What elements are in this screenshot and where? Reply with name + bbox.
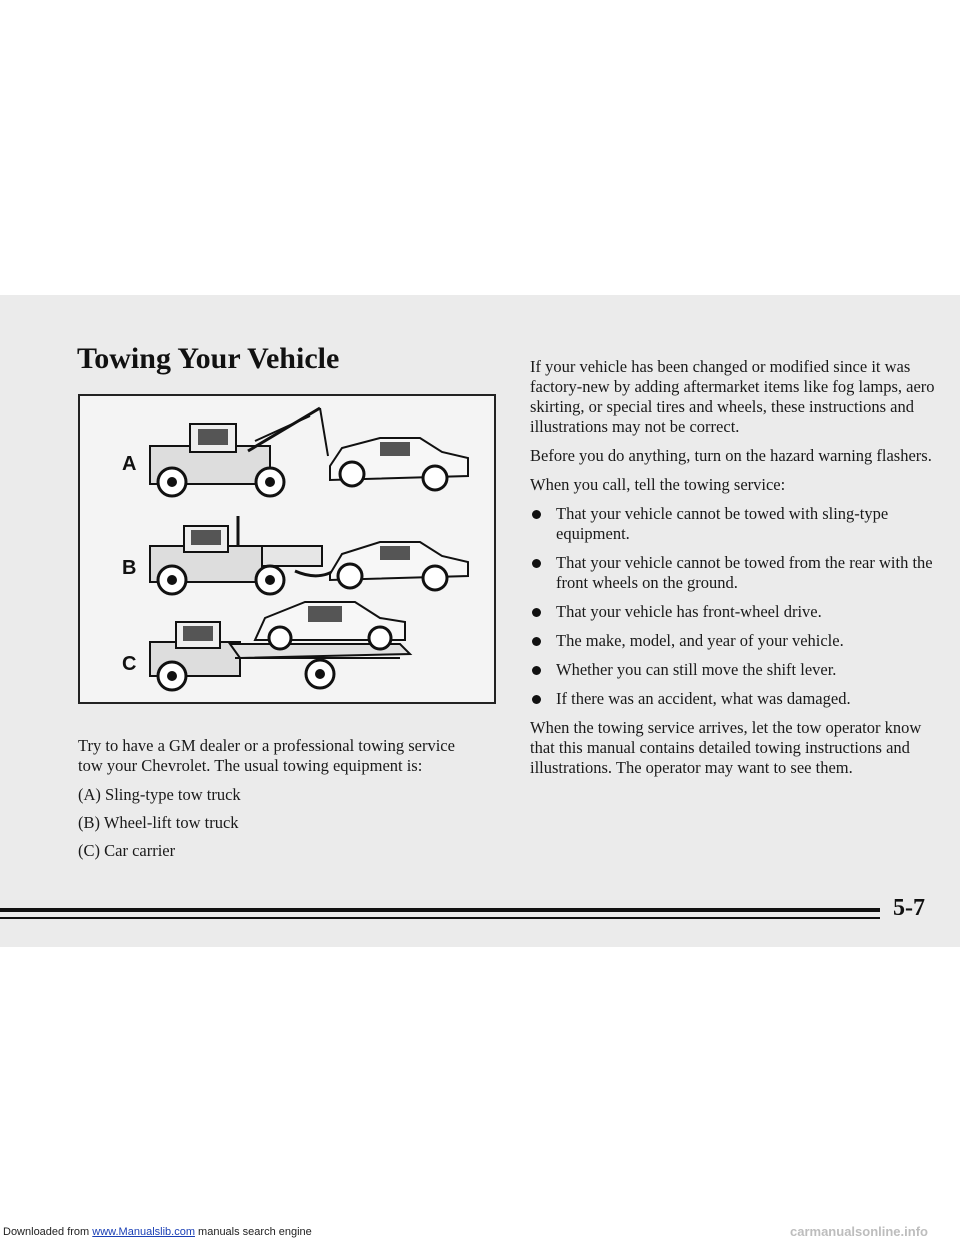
bullet-icon <box>532 559 541 568</box>
figure-label-c: C <box>122 653 137 675</box>
bullet-icon <box>532 666 541 675</box>
list-item: Whether you can still move the shift lever. <box>530 660 950 680</box>
towing-service-list <box>530 504 950 709</box>
intro-paragraph: Try to have a GM dealer or a professional towing service tow your Chevrolet. The usual towing equipment is: <box>78 736 455 775</box>
list-item: That your vehicle cannot be towed with sling-type equipment. <box>530 504 950 544</box>
figure-label-a: A <box>122 453 137 475</box>
list-item: If there was an accident, what was damaged. <box>530 689 950 709</box>
left-column <box>78 736 458 869</box>
hazard-paragraph: Before you do anything, turn on the hazard warning flashers. <box>530 446 932 465</box>
figure-label-b: B <box>122 557 137 579</box>
wheel-lift-tow-truck-drawing <box>150 516 468 594</box>
right-column <box>530 357 950 787</box>
sling-type-tow-truck-drawing <box>150 408 468 496</box>
modified-vehicle-paragraph: If your vehicle has been changed or modified since it was factory-new by adding aftermarket items like fog lamps, aero skirting, or special tires and wheels, these instructions and illustrations may not be correct. <box>530 357 935 436</box>
call-paragraph: When you call, tell the towing service: <box>530 475 786 494</box>
car-carrier-drawing <box>150 602 410 690</box>
download-footer <box>3 1226 312 1238</box>
list-item: The make, model, and year of your vehicle. <box>530 631 950 651</box>
equipment-item-a: (A) Sling-type tow truck <box>78 785 241 804</box>
list-item: That your vehicle has front-wheel drive. <box>530 602 950 622</box>
manualslib-link[interactable]: www.Manualslib.com <box>92 1226 195 1238</box>
bullet-icon <box>532 637 541 646</box>
arrival-paragraph: When the towing service arrives, let the tow operator know that this manual contains detailed towing instructions and illustrations. The operator may want to see them. <box>530 718 922 777</box>
towing-illustration <box>78 394 496 704</box>
page-title: Towing Your Vehicle <box>77 342 340 375</box>
page-number: 5-7 <box>893 895 925 921</box>
watermark: carmanualsonline.info <box>790 1224 928 1239</box>
bullet-icon <box>532 695 541 704</box>
list-item: That your vehicle cannot be towed from the rear with the front wheels on the ground. <box>530 553 950 593</box>
bullet-icon <box>532 608 541 617</box>
footer-prefix: Downloaded from <box>3 1226 93 1238</box>
footer-suffix: manuals search engine <box>194 1226 312 1238</box>
equipment-item-b: (B) Wheel-lift tow truck <box>78 813 239 832</box>
equipment-item-c: (C) Car carrier <box>78 841 176 860</box>
footer-rule-thin <box>0 917 880 919</box>
footer-rule-thick <box>0 908 880 912</box>
towing-illustration-svg <box>80 396 494 702</box>
bullet-icon <box>532 510 541 519</box>
